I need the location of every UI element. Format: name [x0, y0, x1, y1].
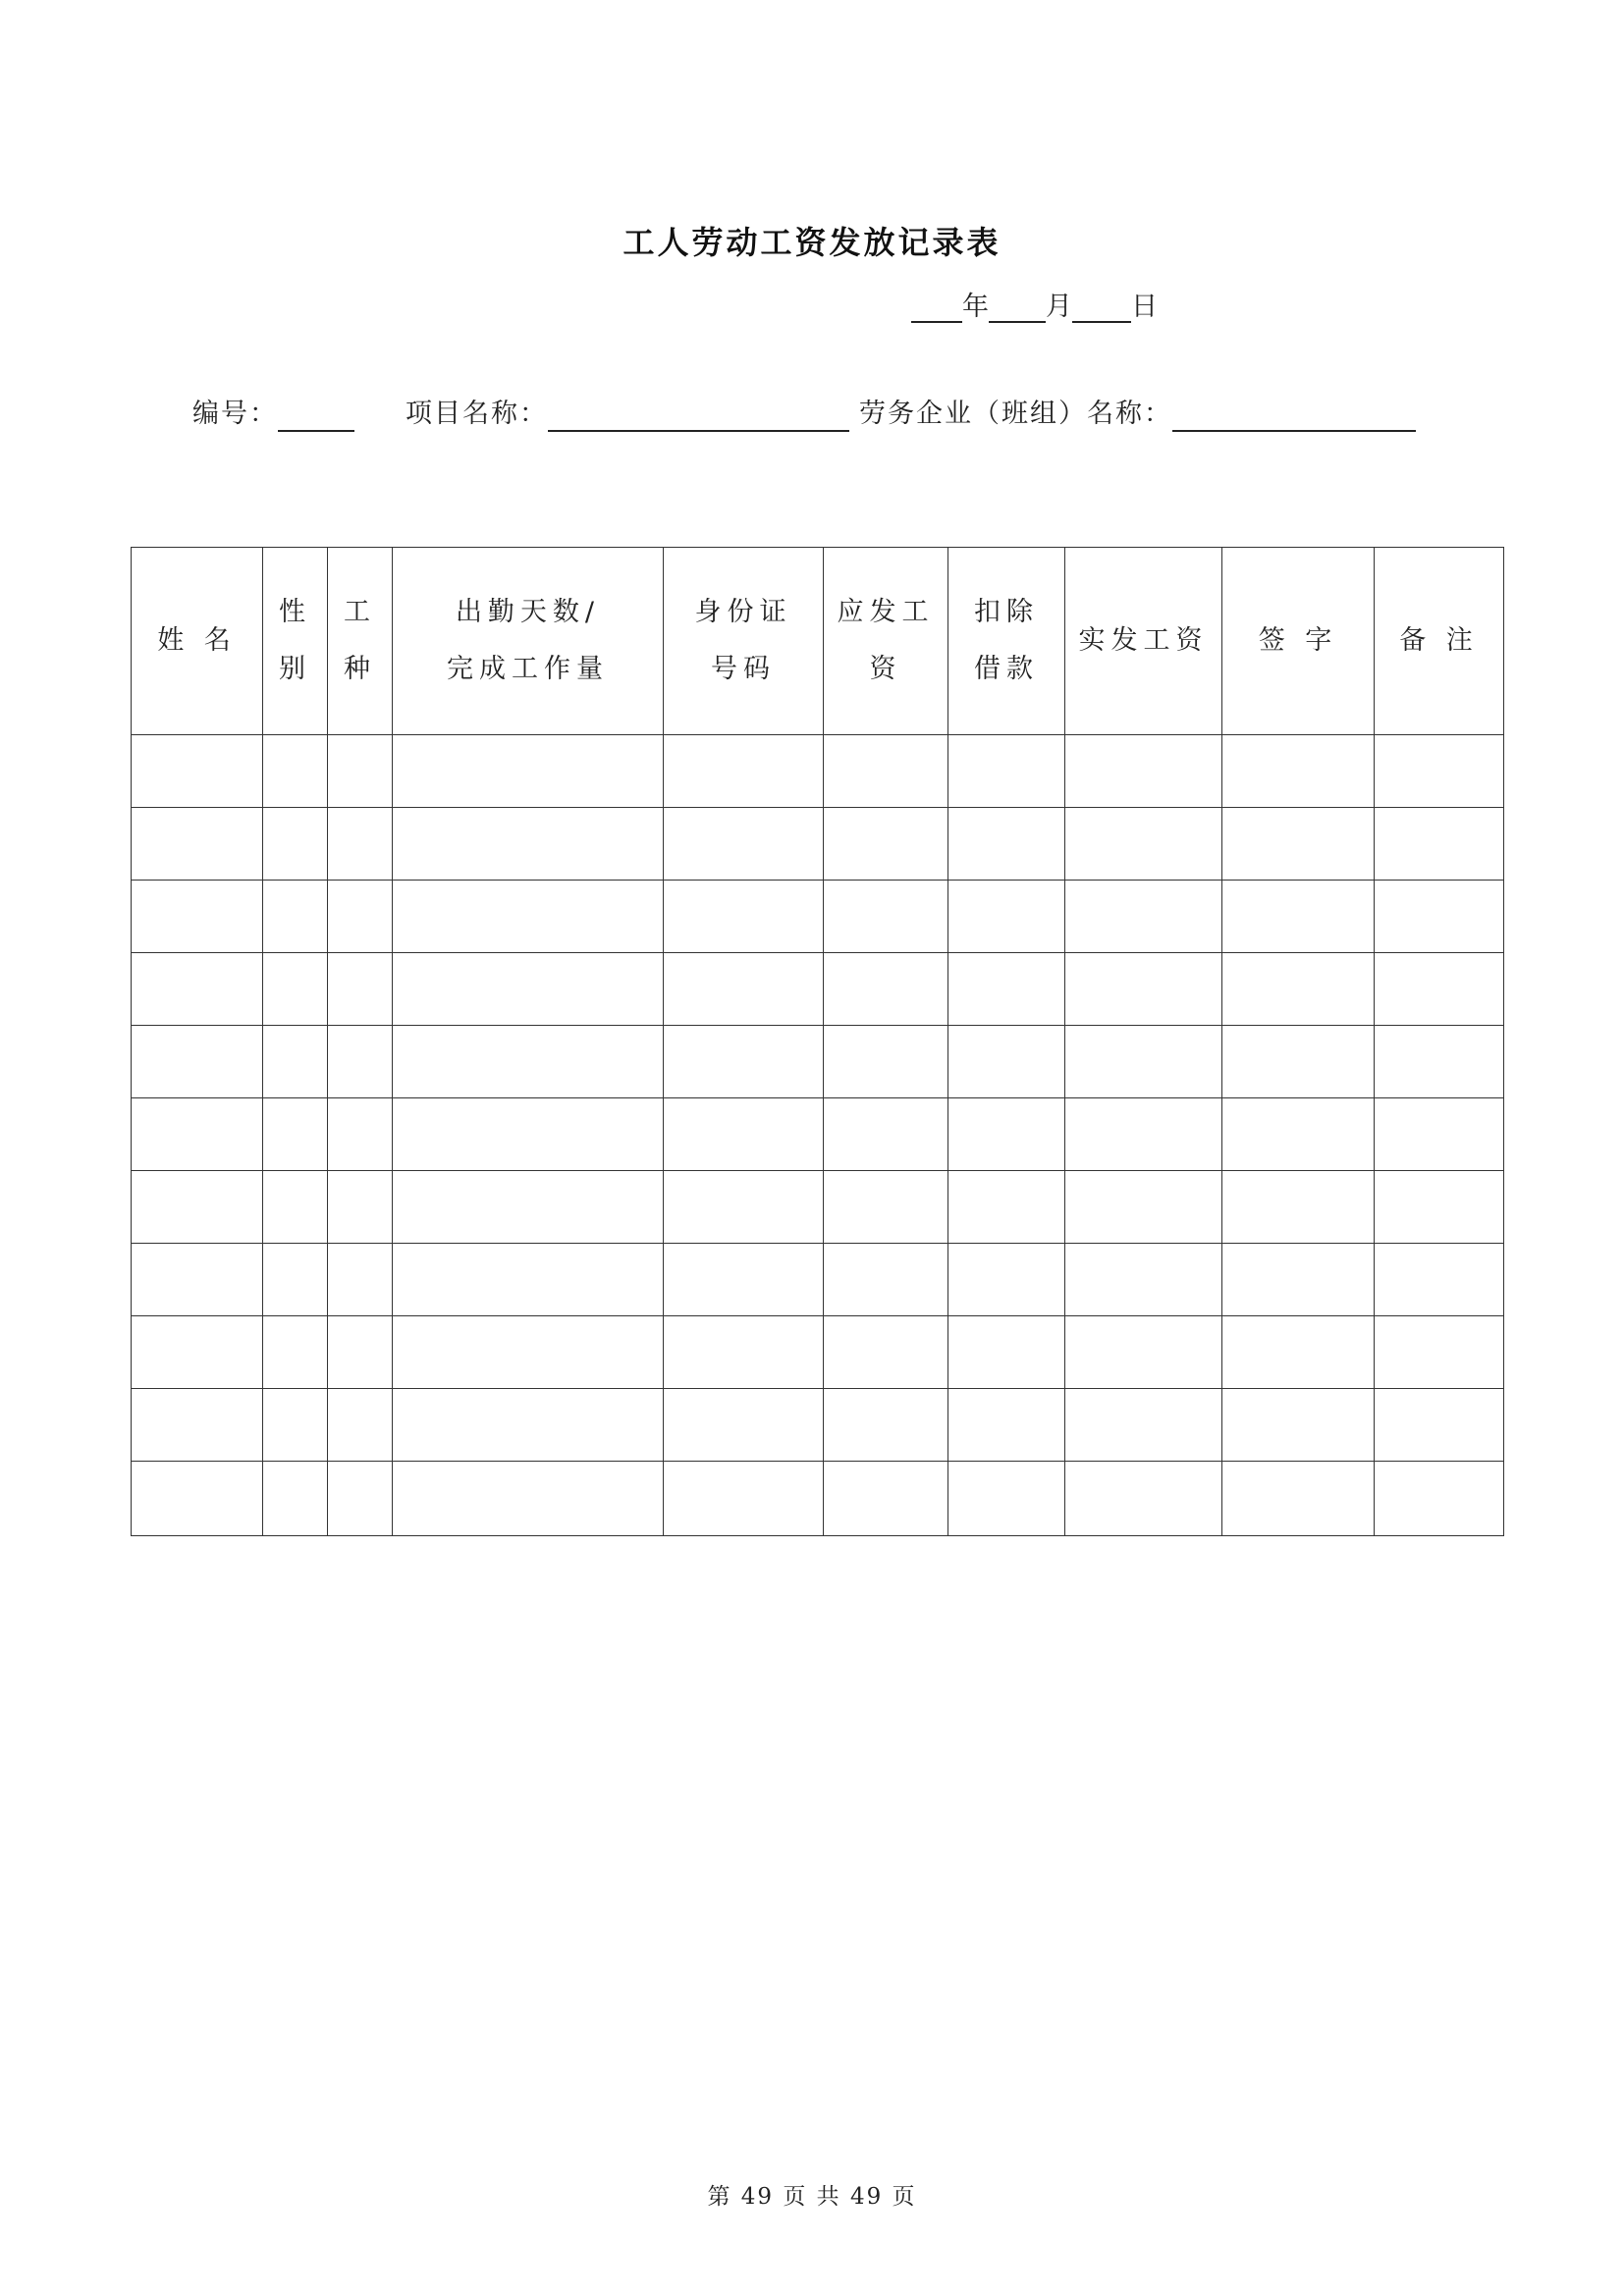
table-cell[interactable] — [1222, 808, 1375, 881]
number-label: 编号： — [192, 399, 278, 429]
table-cell[interactable] — [1375, 1462, 1504, 1536]
table-cell[interactable] — [328, 1462, 393, 1536]
page-number: 第 49 页 共 49 页 — [707, 2184, 917, 2210]
table-cell[interactable] — [393, 1316, 664, 1389]
table-cell[interactable] — [263, 1462, 328, 1536]
table-cell[interactable] — [328, 735, 393, 808]
wage-record-table — [131, 547, 1504, 1536]
column-header-line: 签 字 — [1258, 625, 1338, 656]
table-cell[interactable] — [393, 1462, 664, 1536]
column-header — [263, 548, 328, 735]
column-header — [664, 548, 824, 735]
table-cell[interactable] — [824, 808, 948, 881]
table-cell[interactable] — [263, 1244, 328, 1316]
table-cell[interactable] — [1375, 881, 1504, 953]
table-cell[interactable] — [1065, 953, 1222, 1026]
table-cell[interactable] — [948, 1244, 1065, 1316]
table-cell[interactable] — [328, 1316, 393, 1389]
table-body — [132, 735, 1504, 1536]
table-cell[interactable] — [328, 1244, 393, 1316]
table-cell[interactable] — [948, 1171, 1065, 1244]
table-cell[interactable] — [1222, 1098, 1375, 1171]
column-header — [1375, 548, 1504, 735]
table-row — [132, 1026, 1504, 1098]
table-cell[interactable] — [132, 1171, 263, 1244]
column-header-line: 种 — [344, 654, 376, 684]
day-blank[interactable] — [1072, 292, 1131, 323]
table-cell[interactable] — [1065, 1316, 1222, 1389]
day-label: 日 — [1131, 292, 1158, 322]
number-field[interactable] — [278, 397, 354, 432]
table-cell[interactable] — [664, 1389, 824, 1462]
company-name-field[interactable] — [1172, 397, 1416, 432]
column-header-line: 完成工作量 — [447, 654, 609, 684]
table-cell[interactable] — [132, 1389, 263, 1462]
table-cell[interactable] — [1375, 735, 1504, 808]
table-cell[interactable] — [1375, 1316, 1504, 1389]
header-info-line — [192, 397, 1416, 432]
table-cell[interactable] — [1222, 881, 1375, 953]
column-header — [132, 548, 263, 735]
table-cell[interactable] — [328, 1389, 393, 1462]
table-cell[interactable] — [824, 953, 948, 1026]
table-cell[interactable] — [824, 1026, 948, 1098]
table-cell[interactable] — [1375, 1171, 1504, 1244]
table-cell[interactable] — [948, 1389, 1065, 1462]
table-cell[interactable] — [328, 953, 393, 1026]
table-cell[interactable] — [1065, 735, 1222, 808]
table-cell[interactable] — [393, 1389, 664, 1462]
table-cell[interactable] — [328, 1171, 393, 1244]
table-row — [132, 1098, 1504, 1171]
table-cell[interactable] — [664, 808, 824, 881]
column-header — [328, 548, 393, 735]
column-header — [393, 548, 664, 735]
table-cell[interactable] — [824, 1244, 948, 1316]
column-header-line: 别 — [279, 654, 311, 684]
column-header-line: 扣除 — [974, 597, 1039, 627]
table-cell[interactable] — [328, 808, 393, 881]
table-row — [132, 953, 1504, 1026]
table-cell[interactable] — [824, 1171, 948, 1244]
table-cell[interactable] — [824, 1316, 948, 1389]
table-cell[interactable] — [263, 808, 328, 881]
table-cell[interactable] — [132, 808, 263, 881]
column-header — [824, 548, 948, 735]
table-cell[interactable] — [948, 1462, 1065, 1536]
table-cell[interactable] — [263, 1316, 328, 1389]
table-header-row — [132, 548, 1504, 735]
table-cell[interactable] — [1375, 953, 1504, 1026]
document-title: 工人劳动工资发放记录表 — [623, 224, 1001, 261]
table-cell[interactable] — [328, 1098, 393, 1171]
table-cell[interactable] — [1222, 1026, 1375, 1098]
table-cell[interactable] — [393, 808, 664, 881]
table-cell[interactable] — [132, 1026, 263, 1098]
column-header — [1065, 548, 1222, 735]
table-cell[interactable] — [824, 1389, 948, 1462]
table-cell[interactable] — [1065, 1171, 1222, 1244]
table-cell[interactable] — [1222, 1316, 1375, 1389]
table-cell[interactable] — [328, 881, 393, 953]
table-cell[interactable] — [132, 1244, 263, 1316]
column-header-line: 应发工 — [837, 597, 935, 627]
table-row — [132, 1316, 1504, 1389]
table-cell[interactable] — [664, 735, 824, 808]
table-cell[interactable] — [132, 735, 263, 808]
column-header — [1222, 548, 1375, 735]
column-header-line: 出勤天数/ — [455, 597, 601, 627]
table-cell[interactable] — [948, 1098, 1065, 1171]
table-cell[interactable] — [393, 1244, 664, 1316]
table-row — [132, 1171, 1504, 1244]
table-cell[interactable] — [824, 1462, 948, 1536]
table-cell[interactable] — [948, 1026, 1065, 1098]
table-cell[interactable] — [132, 881, 263, 953]
column-header-line: 工 — [344, 597, 376, 627]
table-cell[interactable] — [1375, 1026, 1504, 1098]
table-cell[interactable] — [132, 1098, 263, 1171]
table-row — [132, 1244, 1504, 1316]
column-header-line: 姓 名 — [157, 625, 237, 656]
table-cell[interactable] — [1065, 808, 1222, 881]
table-cell[interactable] — [263, 1171, 328, 1244]
table-cell[interactable] — [1375, 1389, 1504, 1462]
table-cell[interactable] — [1222, 1171, 1375, 1244]
table-cell[interactable] — [1222, 1389, 1375, 1462]
table-cell[interactable] — [1065, 1389, 1222, 1462]
table-cell[interactable] — [948, 953, 1065, 1026]
table-cell[interactable] — [1222, 1244, 1375, 1316]
column-header — [948, 548, 1065, 735]
project-name-field[interactable] — [548, 397, 849, 432]
table-cell[interactable] — [263, 735, 328, 808]
table-cell[interactable] — [1065, 1462, 1222, 1536]
table-cell[interactable] — [132, 1316, 263, 1389]
column-header-line: 性 — [279, 597, 311, 627]
table-cell[interactable] — [1375, 1098, 1504, 1171]
table-cell[interactable] — [1065, 1026, 1222, 1098]
table-cell[interactable] — [1375, 1244, 1504, 1316]
table-cell[interactable] — [132, 953, 263, 1026]
month-label: 月 — [1046, 292, 1072, 322]
year-label: 年 — [962, 292, 989, 322]
table-cell[interactable] — [393, 735, 664, 808]
column-header-line: 号码 — [711, 654, 776, 684]
table-cell[interactable] — [824, 881, 948, 953]
table-cell[interactable] — [263, 1098, 328, 1171]
table-cell[interactable] — [664, 1316, 824, 1389]
table-row — [132, 808, 1504, 881]
table-cell[interactable] — [132, 1462, 263, 1536]
column-header-line: 资 — [869, 654, 902, 684]
table-cell[interactable] — [948, 735, 1065, 808]
table-cell[interactable] — [393, 1098, 664, 1171]
company-name-label: 劳务企业（班组）名称： — [859, 399, 1172, 429]
table-row — [132, 1462, 1504, 1536]
column-header-line: 借款 — [974, 654, 1039, 684]
table-cell[interactable] — [948, 881, 1065, 953]
table-cell[interactable] — [824, 735, 948, 808]
table-cell[interactable] — [393, 1026, 664, 1098]
table-cell[interactable] — [1222, 953, 1375, 1026]
table-cell[interactable] — [664, 1098, 824, 1171]
table-cell[interactable] — [263, 1026, 328, 1098]
project-name-label: 项目名称： — [406, 399, 548, 429]
table-cell[interactable] — [664, 953, 824, 1026]
table-cell[interactable] — [1222, 735, 1375, 808]
table-cell[interactable] — [664, 881, 824, 953]
table-cell[interactable] — [328, 1026, 393, 1098]
table-row — [132, 881, 1504, 953]
table-cell[interactable] — [1065, 881, 1222, 953]
table-cell[interactable] — [263, 1389, 328, 1462]
table-cell[interactable] — [1222, 1462, 1375, 1536]
year-blank[interactable] — [911, 292, 962, 323]
table-cell[interactable] — [664, 1244, 824, 1316]
column-header-line: 实发工资 — [1078, 625, 1209, 656]
table-cell[interactable] — [263, 881, 328, 953]
table-cell[interactable] — [948, 808, 1065, 881]
table-cell[interactable] — [664, 1026, 824, 1098]
table-cell[interactable] — [664, 1462, 824, 1536]
table-cell[interactable] — [1375, 808, 1504, 881]
column-header-line: 备 注 — [1399, 625, 1479, 656]
date-line — [911, 285, 1158, 323]
table-cell[interactable] — [1065, 1098, 1222, 1171]
table-cell[interactable] — [393, 881, 664, 953]
table-cell[interactable] — [948, 1316, 1065, 1389]
table-cell[interactable] — [664, 1171, 824, 1244]
table-row — [132, 735, 1504, 808]
table-cell[interactable] — [393, 1171, 664, 1244]
table-cell[interactable] — [263, 953, 328, 1026]
table-cell[interactable] — [393, 953, 664, 1026]
column-header-line: 身份证 — [694, 597, 792, 627]
table-cell[interactable] — [824, 1098, 948, 1171]
table-row — [132, 1389, 1504, 1462]
table-cell[interactable] — [1065, 1244, 1222, 1316]
month-blank[interactable] — [989, 292, 1046, 323]
